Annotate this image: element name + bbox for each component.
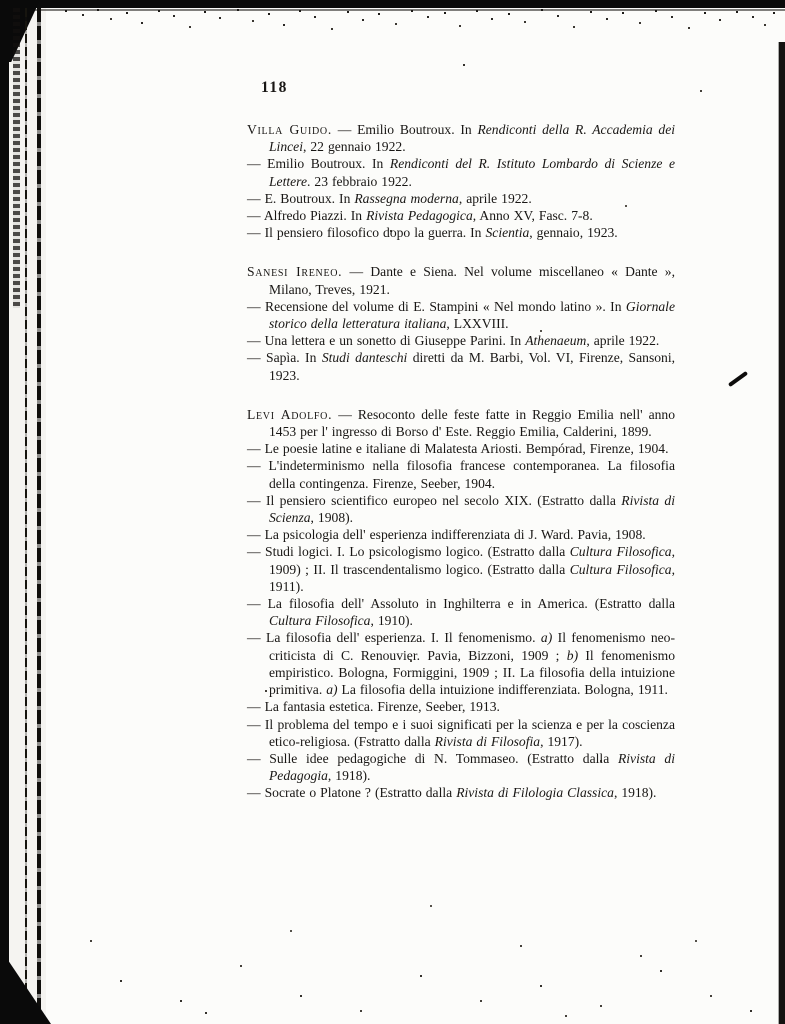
bibliography-section — [247, 263, 675, 383]
bibliography-section — [247, 406, 675, 802]
entry-text: La filosofia della intuizione indifferenziata. Bologna, 1911. — [337, 682, 668, 698]
bibliography-entry — [247, 526, 675, 543]
journal-title: Rassegna moderna — [354, 190, 459, 206]
scan-edge-top — [0, 0, 785, 8]
entry-text: — La fantasia estetica. Firenze, Seeber, 1913. — [247, 699, 500, 715]
bibliography-entry — [247, 332, 675, 349]
author-name: Sanesi Ireneo. — [247, 264, 343, 280]
bibliography-entry — [247, 457, 675, 491]
entry-text: , 1909) ; II. Il trascendentalismo logico. (Estratto dalla — [269, 544, 675, 577]
journal-title: Cultura Filosofica — [269, 613, 371, 629]
bibliography-entry — [247, 716, 675, 750]
entry-text: — Sapìa. In — [247, 350, 322, 366]
bibliography-entry — [247, 543, 675, 595]
journal-title: Rivista Pedagogica — [366, 208, 473, 224]
entry-text: — Emilio Boutroux. In — [331, 122, 478, 137]
scan-edge-left — [0, 0, 9, 1024]
entry-text: , LXXVIII. — [446, 316, 509, 332]
binding-crease-line-inner — [25, 8, 27, 1024]
page-content — [247, 80, 675, 824]
journal-title: Rendiconti della R. Accademia dei Lincei — [269, 122, 676, 155]
entry-text: — Alfredo Piazzi. In — [247, 208, 367, 224]
entry-text: — Resoconto delle feste fatte in Reggio Emilia nell' anno 1453 per l' ingresso di Borso d' Este. Reggio Emilia, Calderini, 1899. — [269, 406, 675, 440]
entry-text: , 1910). — [370, 613, 413, 629]
bibliography-entry — [247, 784, 675, 801]
binding-texture-strip — [13, 8, 20, 308]
entry-text: — Dante e Siena. Nel volume miscellaneo « Dante », Milano, Treves, 1921. — [269, 264, 675, 297]
entry-text: — L'indeterminismo nella filosofia francese contemporanea. La filosofia della contingenza. Firenze, Seeber, 1904. — [247, 458, 675, 491]
journal-title: a) — [540, 630, 553, 646]
entry-text: diretti da M. Barbi, Vol. VI, Firenze, Sansoni, 1923. — [269, 350, 676, 383]
author-name: Levi Adolfo. — [247, 406, 333, 422]
journal-title: Rivista di Scienza — [269, 492, 676, 526]
entry-text: , Anno XV, Fasc. 7-8. — [472, 208, 593, 224]
journal-title: Studi danteschi — [321, 350, 408, 366]
journal-title: Cultura Filosofica — [569, 544, 672, 560]
scan-noise-speckles-scattered — [0, 0, 2, 2]
journal-title: Cultura Filosofica — [569, 561, 672, 577]
entry-text: Il fenomenismo neo-criticista di C. Renouvier. Pavia, Bizzoni, 1909 ; — [269, 630, 676, 663]
journal-title: Rivista di Filosofia — [434, 733, 541, 749]
journal-title: Rendiconti del R. Istituto Lombardo di Scienze e Lettere — [269, 156, 675, 189]
entry-text: , aprile 1922. — [458, 190, 532, 206]
bibliography-entry — [247, 224, 675, 241]
journal-title: Athenaeum — [525, 333, 587, 349]
entry-text: — Le poesie latine e italiane di Malatesta Ariosti. Bempórad, Firenze, 1904. — [247, 441, 669, 457]
journal-title: b) — [566, 647, 579, 663]
entry-text: — Socrate o Platone ? (Estratto dalla — [247, 785, 457, 801]
entry-text: — La psicologia dell' esperienza indifferenziata di J. Ward. Pavia, 1908. — [247, 527, 646, 543]
journal-title: a) — [326, 682, 338, 698]
entry-text: Il fenomenismo empiristico. Bologna, Formiggini, 1909 ; II. La filosofia della intuizione primitiva. — [269, 647, 675, 698]
scan-edge-top-line — [0, 9, 785, 11]
journal-title: Rivista di Filologia Classica — [456, 785, 614, 801]
entry-text: — Recensione del volume di E. Stampini « Nel mondo latino ». In — [247, 298, 626, 314]
entry-text: , aprile 1922. — [586, 333, 660, 349]
bibliography-entry — [247, 440, 675, 457]
entry-text: . 23 febbraio 1922. — [307, 173, 412, 189]
bibliography-entry — [247, 207, 675, 224]
bibliography-entry — [247, 190, 675, 207]
binding-crease-line-outer — [37, 8, 41, 1024]
entry-text: — La filosofia dell' Assoluto in Inghilterra e in America. (Estratto dalla — [247, 596, 675, 612]
entry-text: , 1911). — [269, 561, 675, 594]
entry-text: , gennaio, 1923. — [529, 225, 618, 241]
entry-text: — E. Boutroux. In — [247, 190, 355, 206]
entry-text: , 1908). — [310, 510, 354, 526]
entry-text: — Emilio Boutroux. In — [247, 156, 390, 172]
entry-text: — Il pensiero scientifico europeo nel secolo XIX. (Estratto dalla — [247, 492, 622, 508]
entry-text: — Studi logici. I. Lo psicologismo logico. (Estratto dalla — [247, 544, 570, 560]
entry-text: — Il problema del tempo e i suoi significati per la scienza e per la coscienza etico-religiosa. (Fstratto dalla — [247, 716, 675, 749]
bibliography-entry — [247, 121, 675, 155]
bibliography-entry — [247, 750, 675, 784]
entry-text: , 1917). — [540, 733, 583, 749]
author-name: Villa Guido. — [247, 122, 332, 137]
bibliography-entry — [247, 298, 675, 332]
bibliography-section — [247, 121, 675, 241]
scan-edge-right — [779, 42, 785, 1024]
bibliography-entry — [247, 263, 675, 297]
bibliography-entry — [247, 629, 675, 698]
entry-text: — Sulle idee pedagogiche di N. Tommaseo. (Estratto dalla — [247, 750, 618, 766]
bibliography-entry — [247, 349, 675, 383]
entry-text: , 1918). — [327, 768, 371, 784]
page-number: 118 — [261, 79, 288, 96]
bibliography-entry — [247, 406, 675, 440]
bibliography-entry — [247, 595, 675, 629]
entry-text: — La filosofia dell' esperienza. I. Il fenomenismo. — [247, 630, 541, 646]
pen-mark — [728, 371, 748, 387]
bibliography-entry — [247, 698, 675, 715]
entry-text: — Il pensiero filosofico dopo la guerra. In — [247, 225, 486, 241]
journal-title: Rivista di Pedagogia — [269, 750, 675, 784]
entry-text: — Una lettera e un sonetto di Giuseppe Parini. In — [247, 333, 526, 349]
bibliography — [247, 121, 675, 802]
entry-text: , 22 gennaio 1922. — [302, 139, 406, 155]
entry-text: , 1918). — [613, 785, 657, 801]
journal-title: Giornale storico della letteratura italiana — [269, 298, 675, 332]
journal-title: Scientia — [485, 225, 530, 241]
bibliography-entry — [247, 492, 675, 526]
bibliography-entry — [247, 155, 675, 189]
